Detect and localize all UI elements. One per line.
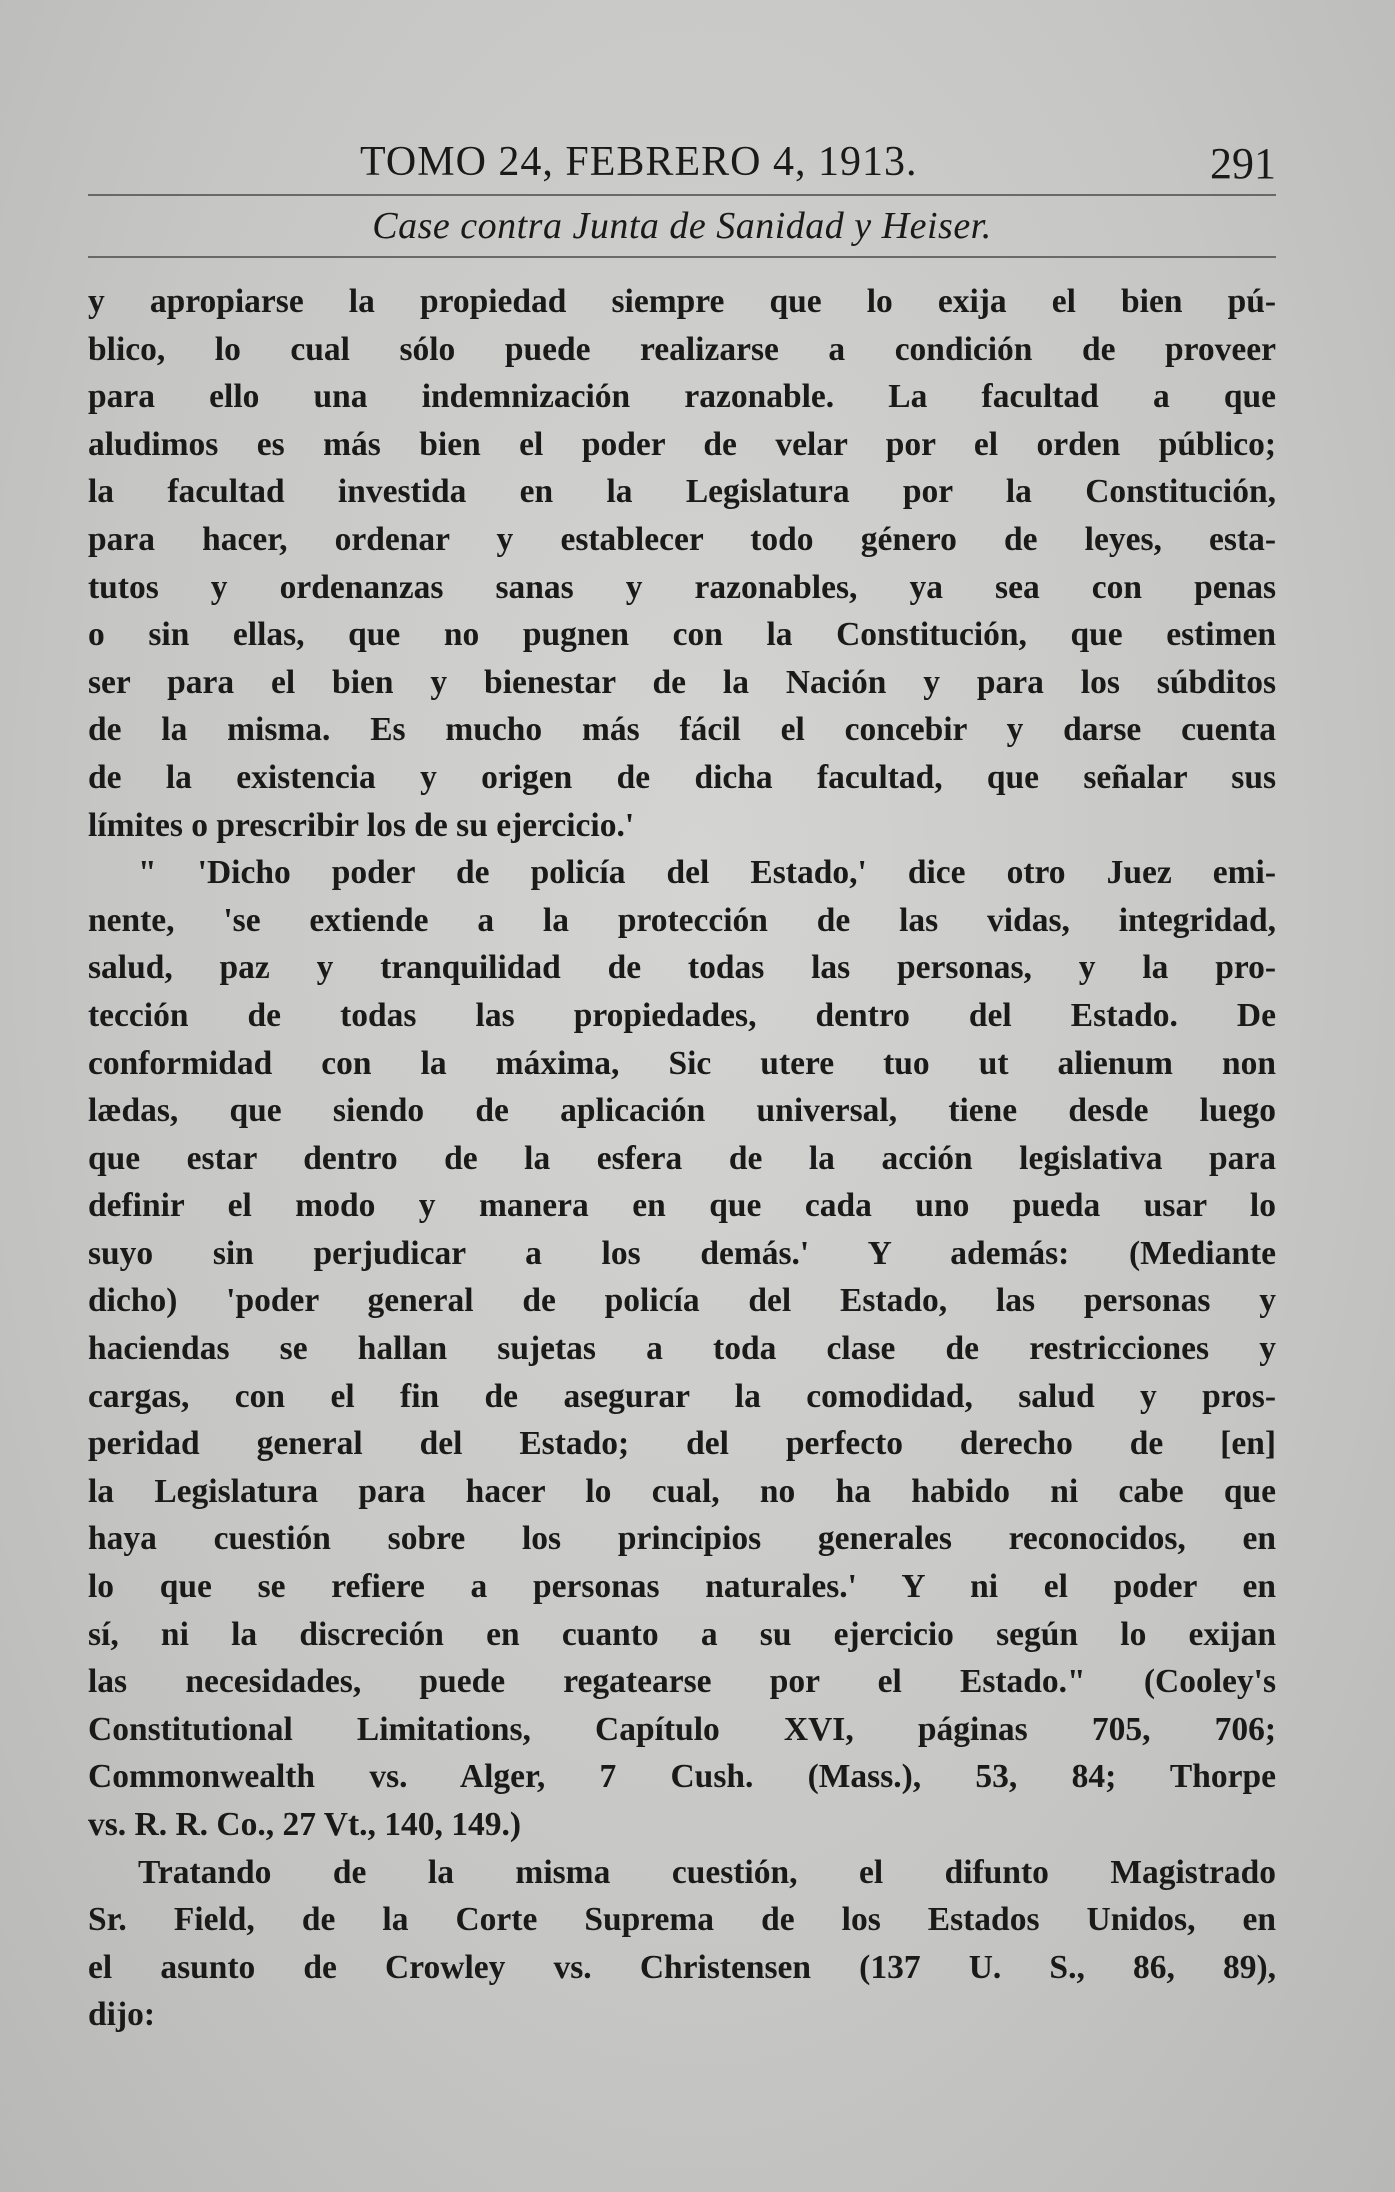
text-line: Commonwealth vs. Alger, 7 Cush. (Mass.), 53, 84; Thorpe: [88, 1758, 1276, 1796]
text-line: ser para el bien y bienestar de la Nación y para los súbditos: [88, 663, 1276, 701]
text-line: que estar dentro de la esfera de la acción legislativa para: [88, 1139, 1276, 1177]
text-line: Tratando de la misma cuestión, el difunto Magistrado: [138, 1853, 1276, 1891]
text-line: salud, paz y tranquilidad de todas las personas, y la pro-: [88, 949, 1276, 987]
text-line: Sr. Field, de la Corte Suprema de los Estados Unidos, en: [88, 1901, 1276, 1939]
text-line: de la misma. Es mucho más fácil el concebir y darse cuenta: [88, 711, 1276, 749]
text-line: vs. R. R. Co., 27 Vt., 140, 149.): [88, 1806, 522, 1843]
text-line: blico, lo cual sólo puede realizarse a condición de proveer: [88, 330, 1276, 368]
text-line: las necesidades, puede regatearse por el Estado." (Cooley's: [88, 1663, 1276, 1701]
page-number: 291: [1210, 139, 1276, 188]
body-text: [88, 278, 1276, 2039]
text-line: límites o prescribir los de su ejercicio.': [88, 806, 635, 844]
text-line: para ello una indemnización razonable. La facultad a que: [88, 378, 1276, 416]
text-line: " 'Dicho poder de policía del Estado,' dice otro Juez emi-: [138, 854, 1276, 892]
running-title: TOMO 24, FEBRERO 4, 1913.: [360, 139, 918, 185]
document-page: [88, 130, 1276, 2039]
running-head: [88, 130, 1276, 194]
text-line: tutos y ordenanzas sanas y razonables, ya sea con penas: [88, 568, 1276, 606]
text-line: y apropiarse la propiedad siempre que lo exija el bien pú-: [88, 283, 1276, 320]
text-line: aludimos es más bien el poder de velar por el orden público;: [88, 425, 1276, 463]
text-line: lo que se refiere a personas naturales.' Y ni el poder en: [88, 1568, 1276, 1606]
text-line: o sin ellas, que no pugnen con la Constitución, que estimen: [88, 616, 1276, 654]
text-line: de la existencia y origen de dicha facultad, que señalar sus: [88, 758, 1276, 796]
text-line: haciendas se hallan sujetas a toda clase de restricciones y: [88, 1330, 1276, 1368]
text-line: para hacer, ordenar y establecer todo género de leyes, esta-: [88, 520, 1276, 558]
text-line: sí, ni la discreción en cuanto a su ejercicio según lo exijan: [88, 1615, 1276, 1653]
text-line: nente, 'se extiende a la protección de las vidas, integridad,: [88, 901, 1276, 939]
text-line: conformidad con la máxima, Sic utere tuo ut alienum non: [88, 1044, 1276, 1082]
text-line: el asunto de Crowley vs. Christensen (137 U. S., 86, 89),: [88, 1948, 1276, 1986]
text-line: cargas, con el fin de asegurar la comodidad, salud y pros-: [88, 1377, 1276, 1415]
text-line: suyo sin perjudicar a los demás.' Y además: (Mediante: [88, 1234, 1276, 1272]
text-line: peridad general del Estado; del perfecto derecho de [en]: [88, 1425, 1276, 1463]
text-line: lædas, que siendo de aplicación universal, tiene desde luego: [88, 1092, 1276, 1130]
text-line: la facultad investida en la Legislatura por la Constitución,: [88, 473, 1276, 511]
case-title-rule: [88, 256, 1276, 258]
text-line: tección de todas las propiedades, dentro del Estado. De: [88, 996, 1276, 1034]
text-line: dijo:: [88, 1996, 155, 2034]
header-rule: [88, 194, 1276, 196]
text-line: definir el modo y manera en que cada uno pueda usar lo: [88, 1187, 1276, 1225]
text-line: haya cuestión sobre los principios generales reconocidos, en: [88, 1520, 1276, 1558]
text-line: Constitutional Limitations, Capítulo XVI, páginas 705, 706;: [88, 1710, 1276, 1748]
case-title: Case contra Junta de Sanidad y Heiser.: [372, 205, 992, 247]
text-line: la Legislatura para hacer lo cual, no ha habido ni cabe que: [88, 1472, 1276, 1510]
text-line: dicho) 'poder general de policía del Estado, las personas y: [88, 1282, 1276, 1320]
